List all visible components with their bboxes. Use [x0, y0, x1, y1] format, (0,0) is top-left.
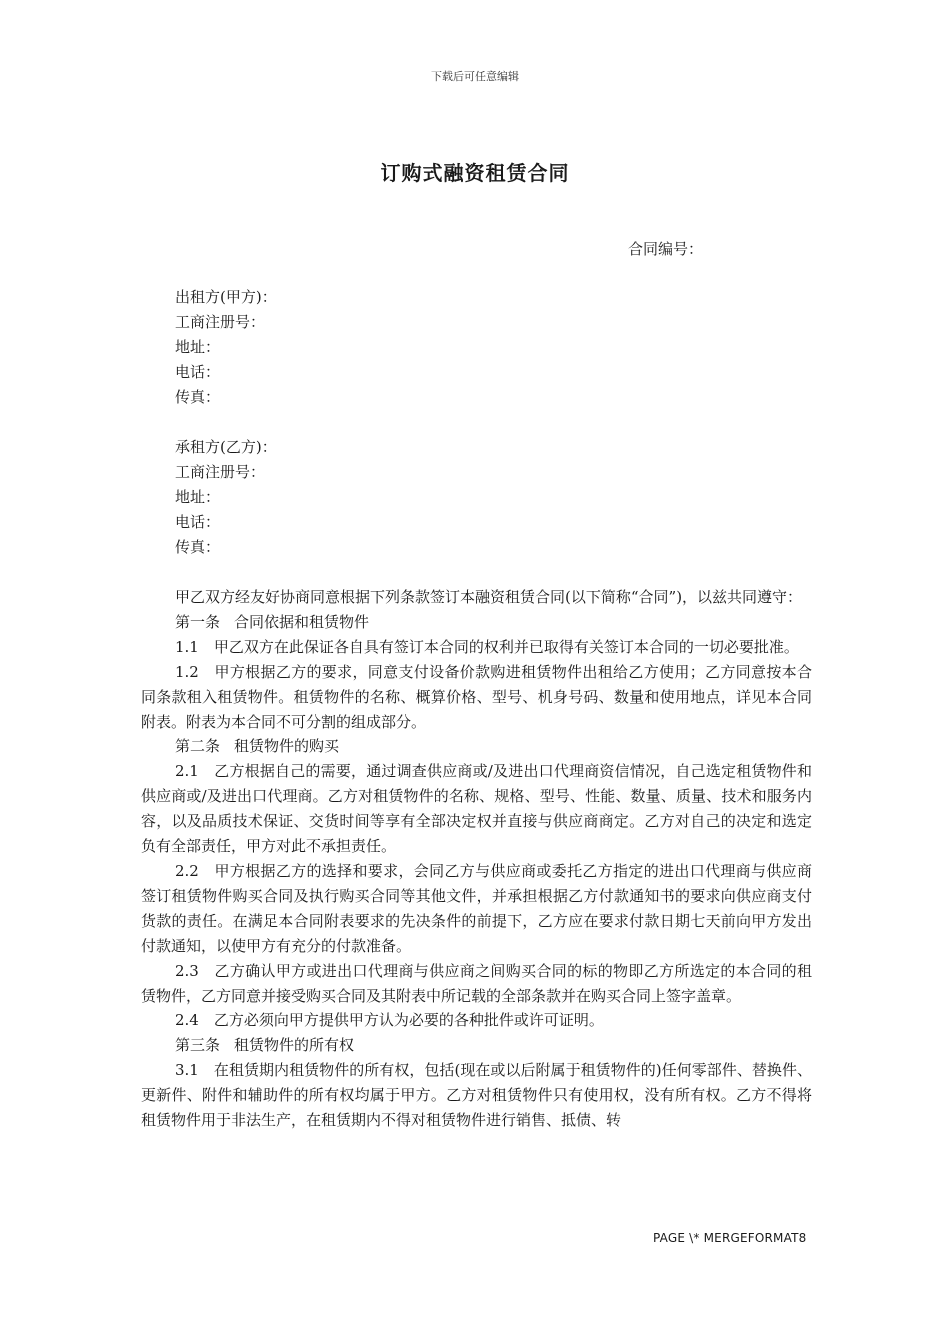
- party-b-fax: 传真：: [175, 538, 221, 556]
- party-a-address: 地址：: [175, 338, 221, 356]
- party-b-address: 地址：: [175, 488, 221, 506]
- article-2-number: 第二条: [175, 737, 221, 756]
- article-3-number: 第三条: [175, 1036, 221, 1055]
- article-2-heading: [141, 734, 812, 759]
- clause-1-1: 1.1 甲乙双方在此保证各自具有签订本合同的权利并已取得有关签订本合同的一切必要批准。: [175, 637, 799, 656]
- article-2-title: 租赁物件的购买: [234, 737, 340, 756]
- clause-3-1: 3.1 在租赁期内租赁物件的所有权，包括(现在或以后附属于租赁物件的)任何零部件、替换件、更新件、附件和辅助件的所有权均属于甲方。乙方对租赁物件只有使用权，没有所有权。乙方不得将租赁物件用于非法生产，在租赁期内不得对租赁物件进行销售、抵债、转: [141, 1061, 812, 1130]
- document-title: 订购式融资租赁合同: [380, 161, 570, 185]
- article-1-heading: [141, 610, 812, 635]
- party-b-name: 承租方(乙方)：: [175, 438, 277, 456]
- clause-2-3: 2.3 乙方确认甲方或进出口代理商与供应商之间购买合同的标的物即乙方所选定的本合同的租赁物件，乙方同意并接受购买合同及其附表中所记载的全部条款并在购买合同上签字盖章。: [141, 961, 812, 1005]
- party-b-phone: 电话：: [175, 513, 221, 531]
- party-b-reg-no: 工商注册号：: [175, 463, 266, 481]
- page-field-footer: PAGE \* MERGEFORMAT8: [653, 1231, 807, 1245]
- party-a-block: [175, 285, 277, 410]
- party-b-block: [175, 435, 277, 560]
- preamble: 甲乙双方经友好协商同意根据下列条款签订本融资租赁合同(以下简称“合同”)，以兹共同遵守：: [175, 588, 803, 606]
- contract-body: [141, 585, 812, 1133]
- clause-2-1: 2.1 乙方根据自己的需要，通过调查供应商或/及进出口代理商资信情况，自己选定租赁物件和供应商或/及进出口代理商。乙方对租赁物件的名称、规格、型号、性能、数量、质量、技术和服务内容，以及品质技术保证、交货时间等享有全部决定权并直接与供应商商定。乙方对自己的决定和选定负有全部责任，甲方对此不承担责任。: [141, 762, 812, 856]
- party-a-reg-no: 工商注册号：: [175, 313, 266, 331]
- clause-2-4: 2.4 乙方必须向甲方提供甲方认为必要的各种批件或许可证明。: [175, 1011, 604, 1030]
- article-1-number: 第一条: [175, 612, 221, 631]
- header-note: 下载后可任意编辑: [431, 70, 519, 83]
- article-1-title: 合同依据和租赁物件: [234, 612, 370, 631]
- clause-1-2: 1.2 甲方根据乙方的要求，同意支付设备价款购进租赁物件出租给乙方使用；乙方同意按本合同条款租入租赁物件。租赁物件的名称、概算价格、型号、机身号码、数量和使用地点，详见本合同附表。附表为本合同不可分割的组成部分。: [141, 662, 812, 731]
- party-a-fax: 传真：: [175, 388, 221, 406]
- party-a-phone: 电话：: [175, 363, 221, 381]
- article-3-title: 租赁物件的所有权: [234, 1036, 355, 1055]
- article-3-heading: [141, 1033, 812, 1058]
- contract-number-label: 合同编号：: [628, 240, 704, 258]
- party-a-name: 出租方(甲方)：: [175, 288, 277, 306]
- clause-2-2: 2.2 甲方根据乙方的选择和要求，会同乙方与供应商或委托乙方指定的进出口代理商与供应商签订租赁物件购买合同及执行购买合同等其他文件，并承担根据乙方付款通知书的要求向供应商支付货款的责任。在满足本合同附表要求的先决条件的前提下，乙方应在要求付款日期七天前向甲方发出付款通知，以使甲方有充分的付款准备。: [141, 861, 812, 955]
